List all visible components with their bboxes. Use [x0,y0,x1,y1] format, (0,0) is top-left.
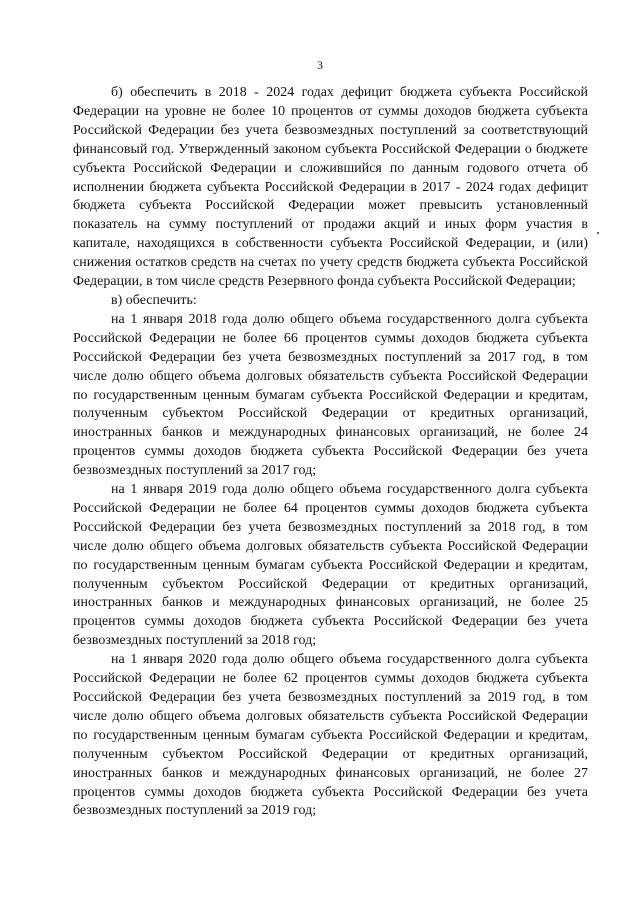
paragraph-debt-2020: на 1 января 2020 года долю общего объема государственного долга субъекта Российской Федерации не более 62 процентов суммы доходов бюджета субъекта Российской Федерации без учета безвозмездных поступлений за 2019 год, в том числе долю общего объема долговых обязательств субъекта Российской Федерации по государственным ценным бумагам субъекта Российской Федерации и кредитам, полученным субъектом Российской Федерации от кредитных организаций, иностранных банков и международных финансовых организаций, не более 27 процентов суммы доходов бюджета субъекта Российской Федерации без учета безвозмездных поступлений за 2019 год; [73,652,588,819]
paragraph-debt-2018: на 1 января 2018 года долю общего объема государственного долга субъекта Российской Федерации не более 66 процентов суммы доходов бюджета субъекта Российской Федерации без учета безвозмездных поступлений за 2017 год, в том числе долю общего объема долговых обязательств субъекта Российской Федерации по государственным ценным бумагам субъекта Российской Федерации и кредитам, полученным субъектом Российской Федерации от кредитных организаций, иностранных банков и международных финансовых организаций, не более 24 процентов суммы доходов бюджета субъекта Российской Федерации без учета безвозмездных поступлений за 2017 год; [73,311,588,479]
paragraph-ensure: в) обеспечить: [111,292,197,308]
scan-speck [597,232,599,234]
document-body [73,84,588,821]
paragraph-deficit: б) обеспечить в 2018 - 2024 годах дефицит бюджета субъекта Российской Федерации на уровне не более 10 процентов от суммы доходов бюджета субъекта Российской Федерации без учета безвозмездных поступлений за соответствующий финансовый год. Утвержденный законом субъекта Российской Федерации о бюджете субъекта Российской Федерации и сложившийся по данным годового отчета об исполнении бюджета субъекта Российской Федерации в 2017 - 2024 годах дефицит бюджета субъекта Российской Федерации может превысить установленный показатель на сумму поступлений от продажи акций и иных форм участия в капитале, находящихся в собственности субъекта Российской Федерации, и (или) снижения остатков средств на счетах по учету средств бюджета субъекта Российской Федерации, в том числе средств Резервного фонда субъекта Российской Федерации; [73,85,588,290]
page-number: 3 [317,58,323,72]
paragraph-debt-2019: на 1 января 2019 года долю общего объема государственного долга субъекта Российской Федерации не более 64 процентов суммы доходов бюджета субъекта Российской Федерации без учета безвозмездных поступлений за 2018 год, в том числе долю общего объема долговых обязательств субъекта Российской Федерации по государственным ценным бумагам субъекта Российской Федерации и кредитам, полученным субъектом Российской Федерации от кредитных организаций, иностранных банков и международных финансовых организаций, не более 25 процентов суммы доходов бюджета субъекта Российской Федерации без учета безвозмездных поступлений за 2018 год; [73,482,588,649]
